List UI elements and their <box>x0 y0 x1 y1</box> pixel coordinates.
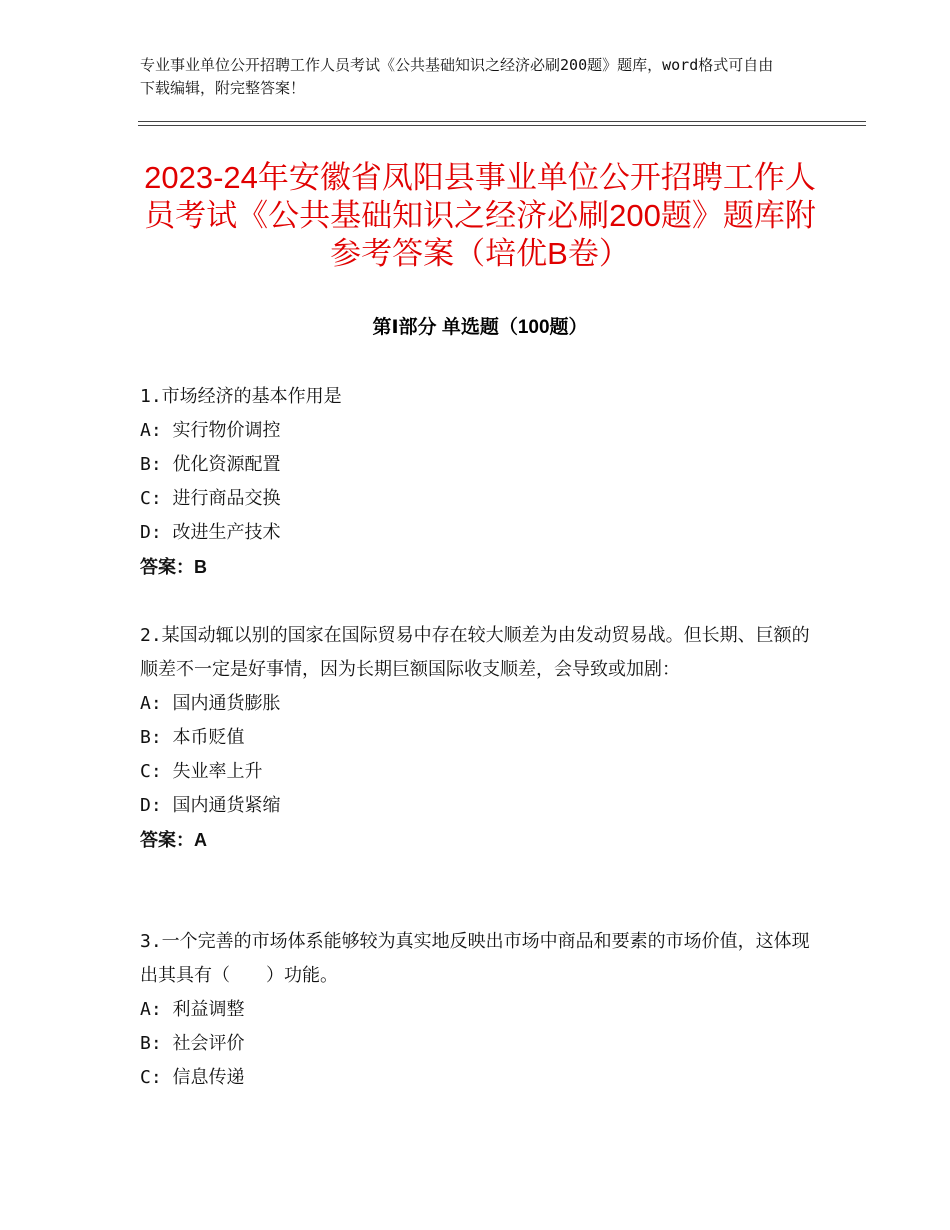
question-3 <box>140 925 820 1095</box>
question-1 <box>140 380 820 584</box>
header-divider-top <box>138 121 866 122</box>
question-stem: 1.市场经济的基本作用是 <box>140 386 342 407</box>
question-2 <box>140 619 820 857</box>
option-d: D: 改进生产技术 <box>140 522 281 543</box>
option-d: D: 国内通货紧缩 <box>140 795 281 816</box>
option-b: B: 社会评价 <box>140 1033 245 1054</box>
option-c: C: 进行商品交换 <box>140 488 281 509</box>
header-note: 专业事业单位公开招聘工作人员考试《公共基础知识之经济必刷200题》题库，word格式可自由下载编辑，附完整答案！ <box>140 56 774 97</box>
option-a: A: 实行物价调控 <box>140 420 281 441</box>
option-a: A: 国内通货膨胀 <box>140 693 281 714</box>
option-c: C: 失业率上升 <box>140 761 263 782</box>
answer: 答案：B <box>140 557 207 577</box>
document-title: 2023-24年安徽省凤阳县事业单位公开招聘工作人员考试《公共基础知识之经济必刷200题》题库附参考答案（培优B卷） <box>144 160 816 271</box>
answer: 答案：A <box>140 830 207 850</box>
section-title: 第Ⅰ部分 单选题（100题） <box>372 317 588 338</box>
option-b: B: 优化资源配置 <box>140 454 281 475</box>
option-c: C: 信息传递 <box>140 1067 245 1088</box>
question-stem: 3.一个完善的市场体系能够较为真实地反映出市场中商品和要素的市场价值，这体现出其具有（ ）功能。 <box>140 931 810 986</box>
option-a: A: 利益调整 <box>140 999 245 1020</box>
option-b: B: 本币贬值 <box>140 727 245 748</box>
header-divider-bottom <box>138 125 866 126</box>
question-stem: 2.某国动辄以别的国家在国际贸易中存在较大顺差为由发动贸易战。但长期、巨额的顺差不一定是好事情，因为长期巨额国际收支顺差，会导致或加剧： <box>140 625 810 680</box>
